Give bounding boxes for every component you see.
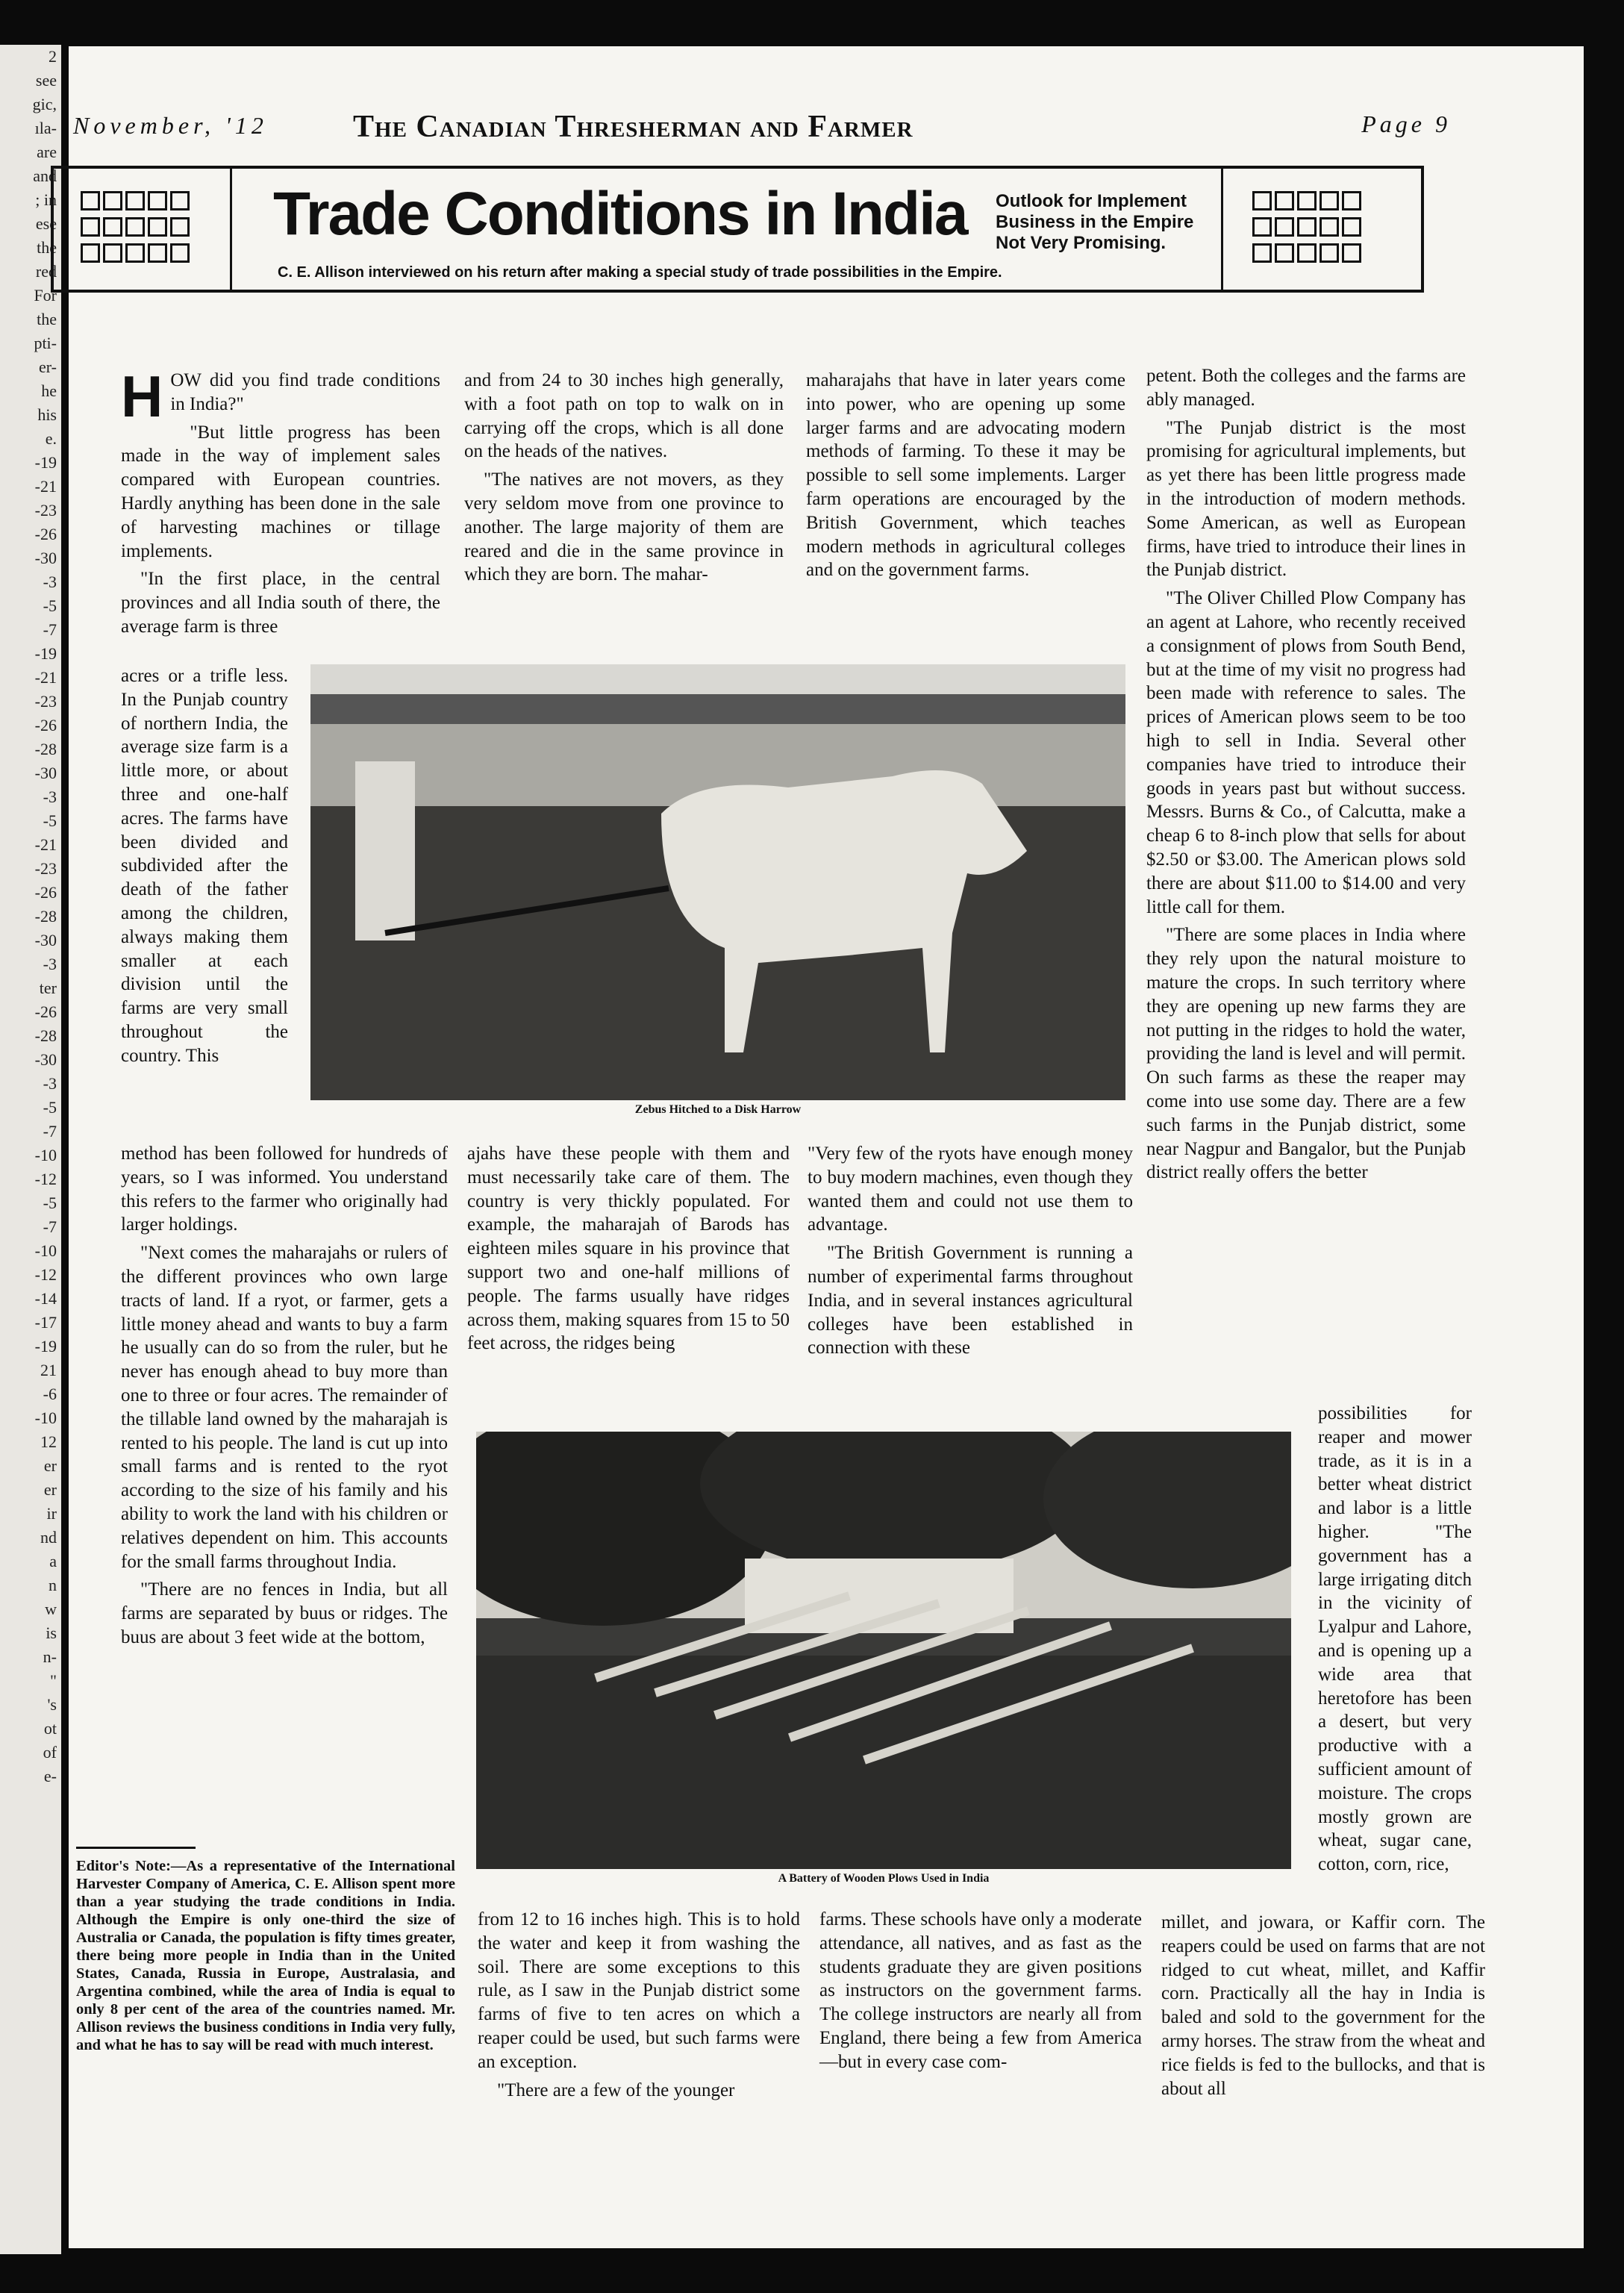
right-ornament-icon [1251, 190, 1370, 272]
article-deck: Outlook for Implement Business in the Empire Not Very Promising. [996, 191, 1194, 253]
plows-photo [476, 1432, 1291, 1869]
publication-title: The Canadian Thresherman and Farmer [353, 110, 914, 144]
issue-date: November, '12 [73, 112, 268, 139]
column-1-narrow: acres or a trifle less. In the Punjab country of northern India, the average size farm is a little more, or about three and one-half acres. The farms have been divided and subdivided after the death of the father among the children, always making them smaller at each division until the farms are very small throughout the country. This [121, 666, 288, 1066]
zebus-photo [310, 664, 1125, 1100]
column-3-bottom: farms. These schools have only a moderate attendance, all natives, and as fast as the students graduate they are given positions as instructors on the government farms. The college instructors are nearly all from England, there being a few from America—but in every case com- [819, 1909, 1142, 2072]
left-ornament-icon [79, 190, 199, 272]
page-number: Page 9 [1361, 110, 1451, 137]
editors-note: Editor's Note:—As a representative of the International Harvester Company of America, C. E. Allison spent more than a year studying the trade conditions in India. Although the Empire is only one-third the size of Australia or Canada, the population is fifty times greater, there being more people in India than in the United States, Canada, Russia in Europe, Australasia, and Argentina combined, while the area of India is equal to only 8 per cent of the area of the countries named. Mr. Allison reviews the business conditions in India very fully, and what he has to say will be read with much interest. [76, 1858, 455, 2053]
adjacent-page-text: 2 see gic, ıla- are and ; in ese the red For the pti- er- he his e. -19 -21 -23 -26 -30 -3 -5 -7 -19 -21 -23 -26 -28 -30 -3 -5 -21 -23 -26 -28 -30 -3 ter -26 -28 -30 -3 -5 -7 -10 -12 -5 -7 -10 -12 -14 -17 -19 21 -6 -10 12 er er ir nd a n w is n- " 's ot of e- [32, 47, 57, 1785]
zebus-caption: Zebus Hitched to a Disk Harrow [634, 1103, 802, 1116]
column-2-bottom: from 12 to 16 inches high. This is to hold the water and keep it from washing the soil. There are some exceptions to this rule, as I saw in the Punjab district some farms of five to ten acres on which a reaper could be used, but such farms were an exception. "There are a few of the younger [478, 1909, 800, 2100]
column-4-bottom: millet, and jowara, or Kaffir corn. The reapers could be used on farms that are not ridged to cut wheat, millet, and Kaffir corn. Practically all the hay in India is baled and sold to the government for the army horses. The straw from the wheat and rice fields is fed to the bullocks, and that is about all [1161, 1912, 1485, 2099]
running-header [73, 106, 1461, 151]
drop-cap: H [121, 364, 163, 429]
adjacent-page-sliver [0, 45, 61, 2254]
column-4-top: petent. Both the colleges and the farms are ably managed. "The Punjab district is the most promising for agricultural implements, but as yet there has been little progress made in the introduction of modern methods. Some American, as well as European firms, have tried to introduce their lines in the Punjab district. "The Oliver Chilled Plow Company has an agent at Lahore, who recently received a consignment of plows from South Bend, but at the time of my visit no progress had been made with reference to sales. The prices of American plows seem to be too high to sell in India. Several other companies have tried to introduce their goods in years past but without success. Messrs. Burns & Co., of Calcutta, make a cheap 6 to 8-inch plow that sells for about $2.50 or $3.00. The American plows sold there are about $11.00 to $14.00 and very little call for them. "There are some places in India where they rely upon the natural moisture to mature the crops. In such territory where they are opening up new farms they are not putting in the ridges to hold the water, providing the land is level and will permit. On such farms as these the reaper may come into use some day. There are a few such farms in the Punjab district, some near Nagpur and Bangalor, but the Punjab district really offers the better [1146, 366, 1466, 1183]
column-2-mid: ajahs have these people with them and must necessarily take care of them. The country is very thickly populated. For example, the maharajah of Barods has eighteen miles square in his province that support two and one-half millions of people. The farms usually have ridges across them, making squares from 15 to 50 feet across, the ridges being [467, 1144, 790, 1354]
column-4-narrow: possibilities for reaper and mower trade, as it is in a better wheat district and labor is a little higher. "The government has a large irrigating ditch in the vicinity of Lyalpur and Lahore, and is opening up a wide area that heretofore has been a desert, but very productive with a sufficient amount of moisture. The crops mostly grown are wheat, sugar cane, cotton, corn, rice, [1318, 1403, 1472, 1875]
plows-caption: A Battery of Wooden Plows Used in India [778, 1872, 990, 1885]
column-1-bottom: method has been followed for hundreds of years, so I was informed. You understand this refers to the farmer who originally had larger holdings. "Next comes the maharajahs or rulers of the different provinces who own large tracts of land. If a ryot, or farmer, gets a little money ahead and wants to buy a farm he usually can do so from the ruler, but he never has enough ahead to buy more than one to three or four acres. The remainder of the tillable land owned by the maharajah is rented to his people. The land is cut up into small farms and is rented to the ryot according to the size of his family and his ability to work the land with his children or relatives dependent on him. This accounts for the small farms throughout India. "There are no fences in India, but all farms are separated by buus or ridges. The buus are about 3 feet wide at the bottom, [121, 1144, 448, 1647]
article-byline: C. E. Allison interviewed on his return after making a special study of trade possibilities in the Empire. [278, 264, 1002, 281]
column-1-top: HOW did you find trade conditions in India?" "But little progress has been made in the way of implement sales compared with European countries. Hardly anything has been done in the sale of harvesting machines or tillage implements. "In the first place, in the central provinces and all India south of there, the average farm is three [121, 364, 440, 637]
column-3-mid: "Very few of the ryots have enough money to buy modern machines, even though they wanted them and could not use them to advantage. "The British Government is running a number of experimental farms throughout India, and in several instances agricultural colleges have been established in connection with these [808, 1144, 1133, 1358]
column-2-top: and from 24 to 30 inches high generally, with a foot path on top to walk on in carrying off the crops, which is all done on the heads of the natives. "The natives are not movers, as they very seldom move from one province to another. The large majority of them are reared and die in the same province in which they are born. The mahar- [464, 370, 784, 585]
note-rule [76, 1847, 196, 1849]
column-3-top: maharajahs that have in later years come into power, who are opening up some larger farms and are advocating modern methods of farming. To these it may be possible to sell some implements. Larger farm operations are encouraged by the British Government, which teaches modern methods in agricultural colleges and on the government farms. [806, 370, 1125, 581]
headline-box [51, 166, 1424, 293]
article-headline: Trade Conditions in India [273, 180, 967, 248]
